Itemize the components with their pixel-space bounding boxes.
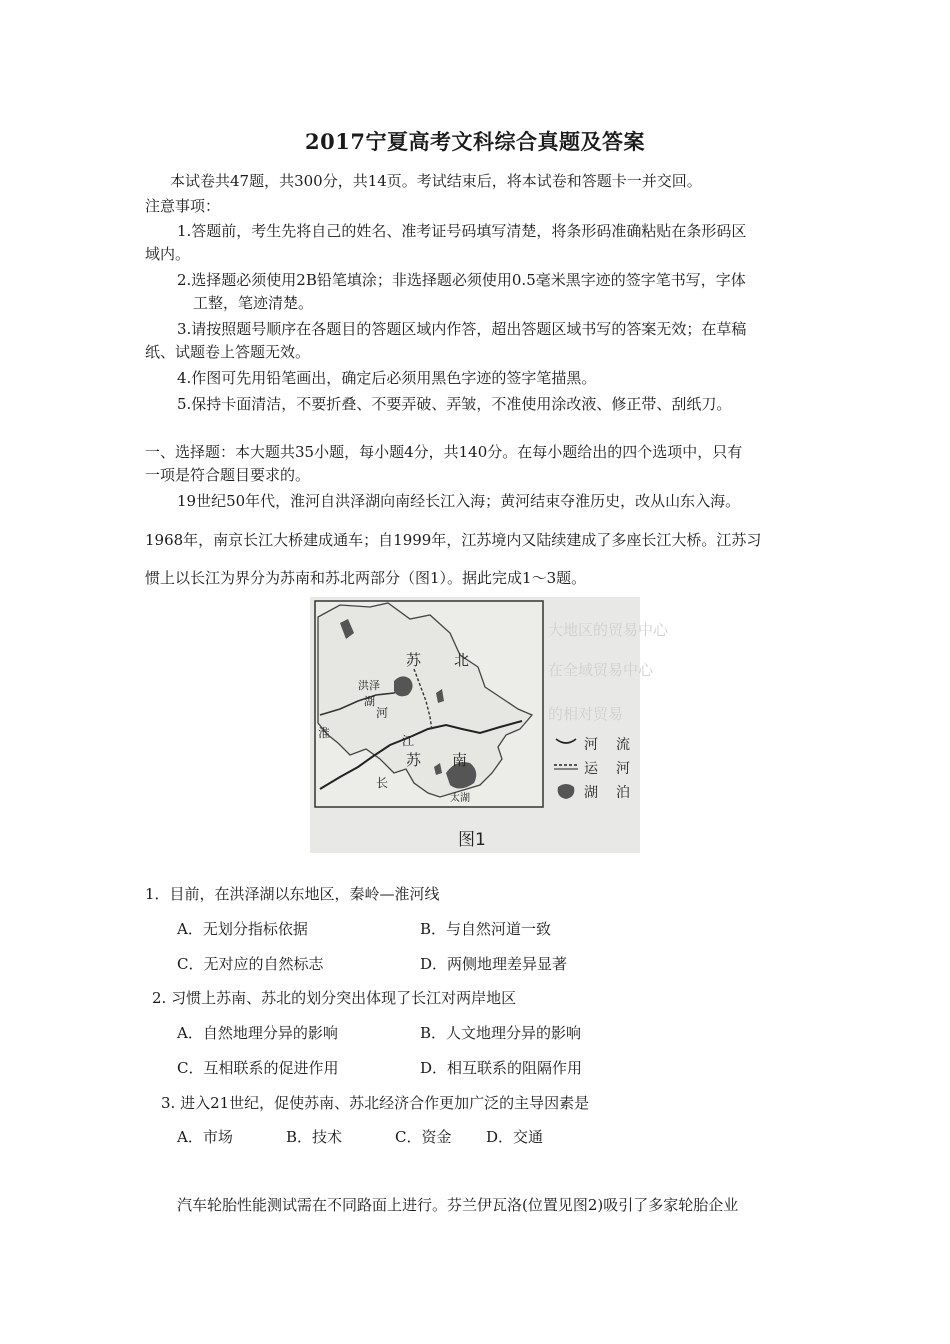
svg-text:在全域贸易中心: 在全域贸易中心	[548, 661, 654, 679]
page-title: 2017宁夏高考文科综合真题及答案	[305, 129, 645, 154]
notice-item: 域内。	[145, 245, 191, 263]
question-option: C．无对应的自然标志	[177, 955, 324, 973]
legend-label: 河	[616, 761, 630, 777]
question-option: B．技术	[286, 1128, 343, 1146]
question-option: B．与自然河道一致	[420, 920, 552, 938]
question-option: D．两侧地理差异显著	[420, 955, 568, 973]
question-option: C．互相联系的促进作用	[177, 1059, 339, 1077]
legend-label: 泊	[616, 785, 630, 801]
legend-label: 运	[584, 761, 598, 777]
question-option: D．相互联系的阻隔作用	[420, 1059, 583, 1077]
passage-line: 19世纪50年代，淮河自洪泽湖向南经长江入海；黄河结束夺淮历史，改从山东入海。	[177, 492, 741, 510]
map-label-jiang: 江	[402, 734, 415, 748]
passage-line: 汽车轮胎性能测试需在不同路面上进行。芬兰伊瓦洛(位置见图2)吸引了多家轮胎企业	[177, 1196, 739, 1214]
map-label-he: 河	[376, 706, 389, 720]
legend-label: 河	[584, 737, 598, 753]
question-stem: 1．目前，在洪泽湖以东地区，秦岭—淮河线	[145, 885, 440, 903]
map-label-sunan: 苏	[406, 751, 422, 769]
notice-item: 5.保持卡面清洁，不要折叠、不要弄破、弄皱，不准使用涂改液、修正带、刮纸刀。	[177, 395, 732, 413]
svg-text:大地区的贸易中心: 大地区的贸易中心	[548, 621, 669, 639]
map-label-sunan: 南	[452, 751, 468, 769]
bleed-through-text	[548, 621, 669, 723]
section-heading-cont: 一项是符合题目要求的。	[145, 466, 311, 484]
notice-item: 工整，笔迹清楚。	[193, 294, 314, 312]
map-label-hu: 湖	[364, 695, 375, 708]
figure-map	[310, 597, 669, 853]
question-option: A．市场	[177, 1128, 233, 1146]
passage-line: 惯上以长江为界分为苏南和苏北两部分（图1）。据此完成1～3题。	[145, 569, 587, 587]
question-stem: 3. 进入21世纪，促使苏南、苏北经济合作更加广泛的主导因素是	[161, 1094, 590, 1112]
notice-item: 1.答题前，考生先将自己的姓名、准考证号码填写清楚，将条形码准确粘贴在条形码区	[177, 222, 747, 240]
map-label-huai: 淮	[318, 726, 331, 740]
question-option: D．交通	[486, 1128, 544, 1146]
map-label-chang: 长	[376, 776, 389, 790]
intro-text: 本试卷共47题，共300分，共14页。考试结束后，将本试卷和答题卡一并交回。	[170, 172, 702, 190]
map-label-hongze: 洪泽	[358, 679, 380, 692]
notice-item: 纸、试题卷上答题无效。	[145, 343, 311, 361]
question-option: A．无划分指标依据	[177, 920, 308, 938]
figure-caption: 图1	[458, 830, 486, 850]
legend-label: 流	[616, 737, 630, 753]
question-option: C．资金	[395, 1128, 452, 1146]
legend-label: 湖	[584, 785, 598, 801]
map-label-subei: 苏	[406, 651, 422, 669]
notice-item: 3.请按照题号顺序在各题目的答题区域内作答，超出答题区域书写的答案无效；在草稿	[177, 320, 747, 338]
map-label-taihu: 太湖	[450, 793, 470, 804]
notice-item: 2.选择题必须使用2B铅笔填涂；非选择题必须使用0.5毫米黑字迹的签字笔书写，字体	[177, 271, 746, 289]
notice-heading: 注意事项：	[145, 197, 221, 215]
question-option: A．自然地理分异的影响	[177, 1024, 338, 1042]
svg-text:的相对贸易: 的相对贸易	[548, 705, 624, 723]
question-option: B．人文地理分异的影响	[420, 1024, 582, 1042]
map-label-subei: 北	[454, 651, 470, 669]
section-heading: 一、选择题：本大题共35小题，每小题4分，共140分。在每小题给出的四个选项中，只有	[145, 443, 743, 461]
question-stem: 2. 习惯上苏南、苏北的划分突出体现了长江对两岸地区	[152, 989, 517, 1007]
notice-item: 4.作图可先用铅笔画出，确定后必须用黑色字迹的签字笔描黑。	[177, 369, 597, 387]
passage-line: 1968年，南京长江大桥建成通车；自1999年，江苏境内又陆续建成了多座长江大桥。江苏习	[145, 531, 762, 549]
